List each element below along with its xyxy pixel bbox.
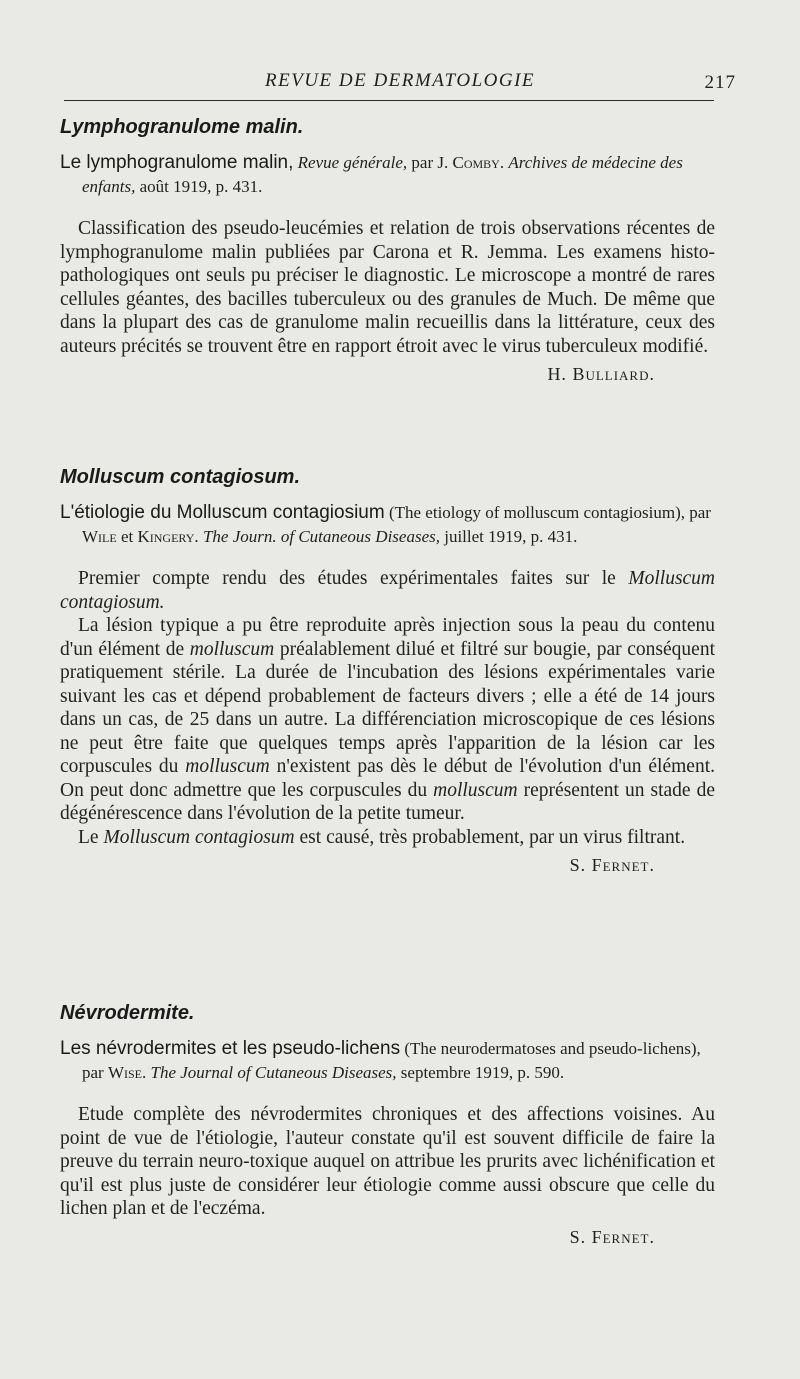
signature-name: Bulliard. [572, 364, 655, 384]
body-paragraph [60, 614, 715, 826]
paragraph-text: Le [78, 826, 99, 848]
paragraph-italic: Molluscum contagiosum [103, 826, 295, 848]
paragraph-italic: molluscum [185, 756, 270, 777]
reference-source: The Journal of Cutaneous Diseases, [150, 1063, 397, 1082]
reference-title: L'étiologie du Molluscum contagiosium [60, 502, 385, 523]
reference-by: par J. [411, 153, 449, 172]
reference-journal: Revue générale, [297, 153, 408, 172]
paragraph-text: La lésion typique a pu être reproduite après injection sous la peau du contenu d'un élément de [60, 615, 715, 660]
page-number: 217 [704, 72, 736, 93]
reference-title: Les névrodermites et les pseudo-lichens [60, 1038, 401, 1059]
reference [60, 151, 715, 199]
paragraph-italic: molluscum [433, 779, 518, 801]
running-title: REVUE DE DERMATOLOGIE [264, 70, 536, 91]
reference-detail: (The neurodermatoses and pseudo-lichens), par [82, 1039, 701, 1082]
paragraph-text: est causé, très probablement, par un virus filtrant. [299, 826, 686, 848]
body-paragraph: Classification des pseudo-leucémies et relation de trois observations récentes de lymphogranulome malin publiées par Carona et R. Jemma. Les examens histo-pathologiques ont seuls pu préciser le diagnostic. Le microscope a montré de rares cellules géantes, des bacilles tuberculeux ou des granules de Much. De même que dans la plupart des cas de granulome malin recueillis dans la littérature, ceux des auteurs précités se trouvent être en rapport étroit avec le virus tuberculeux modifié. [60, 218, 715, 357]
reference-author-2: Kingery. [137, 527, 199, 546]
reference-detail: (The etiology of molluscum contagiosium), par [388, 503, 711, 522]
reference-author: Wise. [107, 1063, 147, 1082]
body-paragraph [60, 567, 715, 614]
section-molluscum [60, 466, 715, 876]
reference-source: Archives de médecine des enfants, [82, 153, 683, 196]
signature [60, 364, 655, 385]
body-paragraph: Etude complète des névrodermites chroniques et des affections voisines. Au point de vue de l'étiologie, l'auteur constate qu'il est souvent difficile de faire la preuve du terrain neuro-toxique auquel on attribue les prurits avec lichénification et qu'il est plus juste de considérer leur étiologie comme aussi obscure que celle du lichen plan et de l'eczéma. [60, 1104, 715, 1219]
section-lymphogranulome [60, 116, 715, 385]
signature-name: Fernet. [591, 1226, 655, 1247]
signature [60, 855, 655, 876]
section-nevrodermite [60, 1002, 715, 1248]
signature-initial: S. [569, 855, 587, 875]
signature-initial: H. [547, 364, 567, 384]
signature-initial: S. [569, 1226, 587, 1247]
paragraph-text: Premier compte rendu des études expérimentales faites sur le [78, 568, 616, 589]
running-header [64, 70, 736, 98]
section-heading: Lymphogranulome malin. [60, 116, 304, 138]
paragraph-italic: Molluscum contagiosum. [60, 568, 716, 613]
paragraph-text: préalablement dilué et filtré sur bougie, par conséquent pratiquement stérile. La durée de l'incubation des lésions expérimentales varie suivant les cas et dépend probablement de facteurs divers ; elle a été de 14 jours dans un cas, de 25 dans un autre. La différenciation microscopique de ces lésions ne peut être faite que quelques temps après l'apparition de la lésion car les corpuscules du [60, 638, 715, 777]
reference-and: et [120, 527, 134, 546]
signature [60, 1227, 655, 1248]
paragraph-text: représentent un stade de dégénérescence dans l'évolution de la petite tumeur. [60, 779, 715, 824]
reference-title: Le lymphogranulome malin, [60, 152, 294, 173]
reference [60, 1037, 715, 1085]
reference-date: juillet 1919, p. 431. [444, 527, 578, 546]
paragraph-italic: molluscum [189, 638, 275, 660]
body-paragraph [60, 826, 715, 850]
reference [60, 501, 715, 549]
reference-source: The Journ. of Cutaneous Diseases, [202, 527, 440, 546]
reference-date: septembre 1919, p. 590. [400, 1063, 565, 1082]
reference-author-1: Wile [82, 527, 117, 546]
paragraph-text: n'existent pas dès le début de l'évolution d'un élément. On peut donc admettre que les corpuscules du [60, 756, 715, 801]
reference-date: août 1919, p. 431. [139, 177, 263, 196]
section-heading: Molluscum contagiosum. [60, 466, 301, 488]
section-heading: Névrodermite. [60, 1002, 195, 1024]
signature-name: Fernet. [591, 855, 655, 875]
header-rule [64, 100, 714, 101]
reference-author: Comby. [452, 153, 505, 172]
